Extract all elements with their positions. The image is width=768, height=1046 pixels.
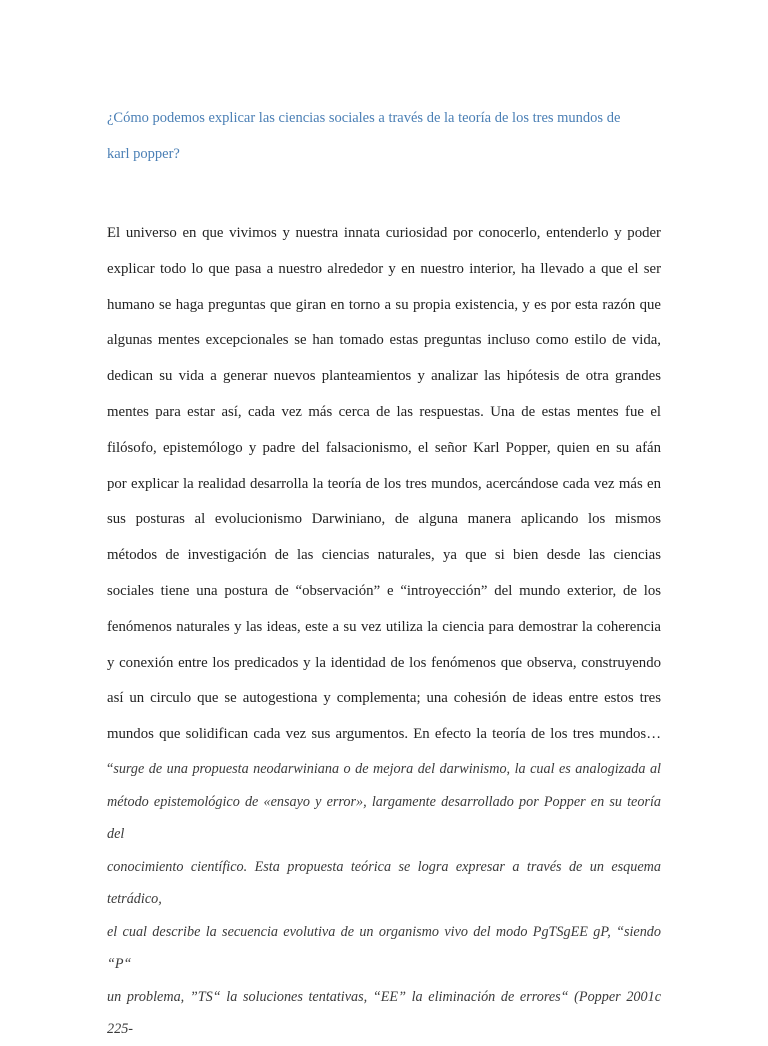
body-line: sus posturas al evolucionismo Darwiniano, de alguna manera aplicando los mismos xyxy=(107,511,661,528)
body-line: sociales tiene una postura de “observación” e “introyección” del mundo exterior, de los xyxy=(107,582,661,599)
body-paragraph xyxy=(107,216,661,753)
quote-line: el cual describe la secuencia evolutiva de un organismo vivo del modo PgTSgEE gP, “siendo “P“ xyxy=(107,923,661,972)
heading-line-1: ¿Cómo podemos explicar las ciencias sociales a través de la teoría de los tres mundos de xyxy=(107,110,621,126)
body-line: métodos de investigación de las ciencias naturales, ya que si bien desde las ciencias xyxy=(107,547,661,564)
block-quote xyxy=(107,753,661,1046)
document-heading xyxy=(107,100,667,172)
quote-line: conocimiento científico. Esta propuesta teórica se logra expresar a través de un esquema tetrádico, xyxy=(107,858,661,907)
body-line: filósofo, epistemólogo y padre del falsacionismo, el señor Karl Popper, quien en su afán xyxy=(107,439,661,456)
body-line: por explicar la realidad desarrolla la teoría de los tres mundos, acercándose cada vez más en xyxy=(107,475,661,492)
quote-line-text: surge de una propuesta neodarwiniana o de mejora del darwinismo, la cual es analogizada al xyxy=(113,761,661,777)
body-line: dedican su vida a generar nuevos planteamientos y analizar las hipótesis de otra grandes xyxy=(107,368,661,385)
body-line: mundos que solidifican cada vez sus argumentos. En efecto la teoría de los tres mundos… xyxy=(107,726,661,743)
body-line: y conexión entre los predicados y la identidad de los fenómenos que observa, construyendo xyxy=(107,654,661,671)
quote-line: método epistemológico de «ensayo y error», largamente desarrollado por Popper en su teoría del xyxy=(107,793,661,842)
body-line: mentes para estar así, cada vez más cerca de las respuestas. Una de estas mentes fue el xyxy=(107,403,661,420)
quote-line xyxy=(107,753,661,786)
body-line: algunas mentes excepcionales se han tomado estas preguntas incluso como estilo de vida, xyxy=(107,332,661,349)
heading-line-2: karl popper? xyxy=(107,146,180,162)
body-line: El universo en que vivimos y nuestra innata curiosidad por conocerlo, entenderlo y poder xyxy=(107,225,661,241)
body-line: humano se haga preguntas que giran en torno a su propia existencia, y es por esta razón que xyxy=(107,296,661,313)
quote-open-mark: “ xyxy=(107,761,114,777)
body-line: explicar todo lo que pasa a nuestro alrededor y en nuestro interior, ha llevado a que el ser xyxy=(107,260,661,277)
body-line: así un circulo que se autogestiona y complementa; una cohesión de ideas entre estos tres xyxy=(107,690,661,707)
body-line: fenómenos naturales y las ideas, este a su vez utiliza la ciencia para demostrar la coherencia xyxy=(107,618,661,635)
quote-line: un problema, ”TS“ la soluciones tentativas, “EE” la eliminación de errores“ (Popper 2001c 225- xyxy=(107,988,661,1037)
